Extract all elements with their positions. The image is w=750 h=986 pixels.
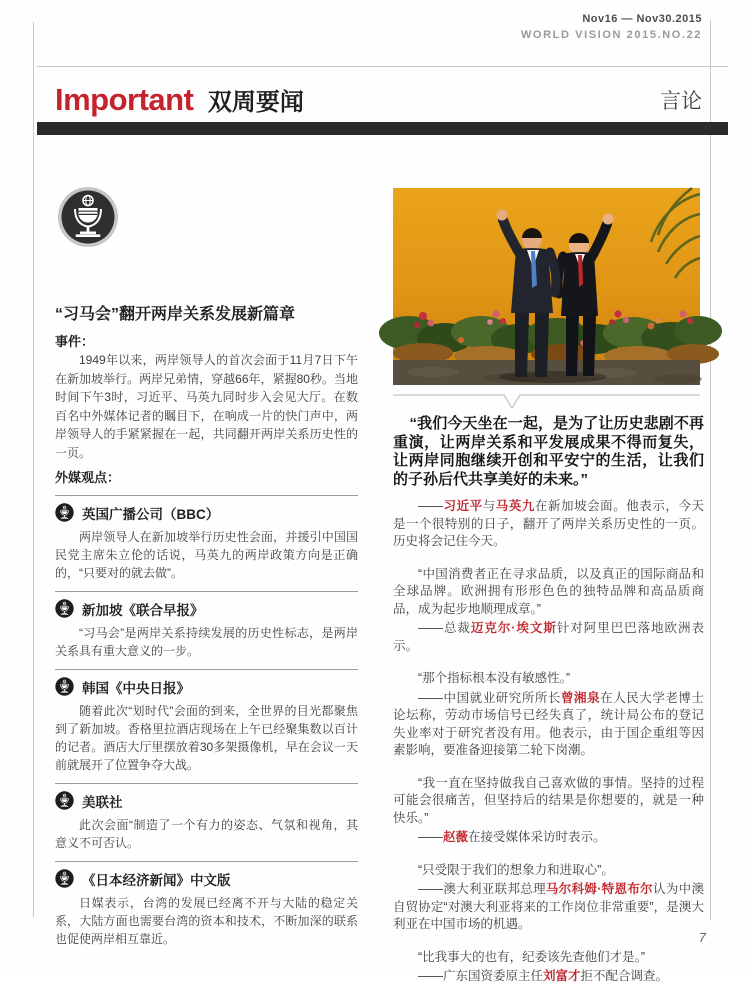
quote-text: “我一直在坚持做我自己喜欢做的事情。坚持的过程可能会很痛苦，但坚持后的结果是你想要的，就是一种快乐。”: [393, 775, 704, 825]
media-opinion-text: 日媒表示，台湾的发展已经离不开与大陆的稳定关系，大陆方面也需要台湾的资本和技术，不断加深的联系也促使两岸相互靠近。: [55, 896, 358, 946]
masthead: [521, 13, 702, 41]
attr-prefix: ——广东国资委原主任: [418, 969, 544, 983]
quote-text: “比我事大的也有，纪委该先查他们才是。”: [418, 949, 646, 964]
attr-mid: 与: [482, 499, 496, 513]
event-text: 1949年以来，两岸领导人的首次会面于11月7日下午在新加坡举行。两岸兄弟情，穿越66年，紧握80秒。当地时间下午3时，习近平、马英九同时步入会见大厅。在数百名中外媒体记者的瞩目下，在响成一片的快门声中，两岸领导人的手紧紧握在一起，共同翻开两岸关系历史性的一页。: [55, 353, 358, 460]
section-header: [55, 82, 702, 118]
column-tag: 言论: [660, 90, 702, 113]
speaker-name: 马尔科姆·特恩布尔: [545, 882, 653, 896]
media-item-header: [55, 501, 358, 524]
media-item-header: [55, 789, 358, 812]
microphone-bullet-icon: [55, 677, 74, 696]
media-item-bbc: [55, 495, 358, 582]
media-source-name: 英国广播公司（BBC）: [82, 506, 220, 522]
media-item-header: [55, 597, 358, 620]
event-label: 事件：: [55, 334, 95, 349]
section-title-en: Important: [55, 82, 194, 117]
media-source-name: 韩国《中央日报》: [82, 680, 190, 696]
lead-quote: “我们今天坐在一起，是为了让历史悲剧不再重演，让两岸关系和平发展成果不得而复失，让两岸同胞继续开创和平安宁的生活，让我们的子孙后代共享美好的未来。”: [393, 415, 704, 488]
quotes-column: [393, 415, 704, 986]
attr-suffix: 拒不配合调查。: [580, 969, 669, 983]
media-opinions-label: 外媒观点：: [55, 470, 121, 485]
media-item-header: [55, 675, 358, 698]
media-source-name: 美联社: [82, 794, 123, 810]
photo-leaders-waving: [393, 188, 700, 385]
speaker-name: 马英九: [495, 499, 535, 513]
media-source-name: 新加坡《联合早报》: [82, 602, 204, 618]
media-item-zaobao: [55, 591, 358, 660]
microphone-bullet-icon: [55, 503, 74, 522]
microphone-globe-icon: [57, 186, 119, 248]
media-opinion-text: 随着此次“划时代”会面的到来，全世界的目光都聚焦到了新加坡。香格里拉酒店现场在上午已经聚集数以百计的记者。酒店大厅里摆放着30多架摄像机，早在会议一天前就展开了位置争夺大战。: [55, 704, 358, 772]
quote-text: “那个指标根本没有敏感性。”: [418, 671, 571, 685]
quote-attribution: [393, 881, 704, 934]
media-opinion-text: “习马会”是两岸关系持续发展的历史性标志，是两岸关系具有重大意义的一步。: [55, 626, 358, 658]
media-opinion-text: 此次会面“制造了一个有力的姿态、气氛和视角，其意义不可否认。: [55, 818, 358, 850]
attr-suffix: 认为中澳自贸协定“对澳大利亚将来的工作岗位非常重要”，是澳大利亚在中国市场的机遇。: [393, 882, 704, 931]
attr-prefix: ——: [418, 830, 443, 844]
section-title-cn: 双周要闻: [207, 89, 304, 116]
lead-quote-attribution: [393, 498, 704, 551]
quote-attribution: [393, 690, 704, 760]
quote-text: “只受限于我们的想象力和进取心”。: [418, 862, 614, 877]
speaker-name: 刘富才: [543, 969, 581, 983]
quote-text: “中国消费者正在寻求品质，以及真正的国际商品和全球品牌。欧洲拥有形形色色的独特品牌和高品质商品，成为起步地顺理成章。”: [393, 566, 704, 616]
microphone-bullet-icon: [55, 599, 74, 618]
speaker-name: 习近平: [443, 499, 483, 513]
header-rule-bar: [37, 122, 728, 135]
media-source-name: 《日本经济新闻》中文版: [82, 872, 231, 888]
attr-suffix: 针对阿里巴巴落地欧洲表示。: [393, 621, 704, 653]
speaker-name: 曾湘泉: [560, 690, 601, 705]
attr-prefix: ——澳大利亚联邦总理: [418, 882, 546, 896]
frame-line-left: [33, 22, 34, 917]
quote-attribution: [393, 620, 704, 655]
frame-line-right: [710, 20, 711, 920]
frame-line-top: [37, 66, 728, 67]
page-number: 7: [698, 930, 706, 945]
quote-attribution: [393, 829, 704, 847]
quote-attribution: [393, 968, 704, 986]
foreign-media-section: [55, 467, 358, 957]
article-title: “习马会”翻开两岸关系发展新篇章: [55, 305, 296, 323]
attr-suffix: 在人民大学老博士论坛称，劳动市场信号已经失真了，统计局公布的登记失业率对于研究者没有用。他表示，由于国企重组等因素影响，要准备迎接第二轮下岗潮。: [393, 690, 704, 757]
attr-dash: ——: [418, 499, 443, 513]
speaker-name: 迈克尔·埃文斯: [470, 621, 557, 635]
media-opinion-text: 两岸领导人在新加坡举行历史性会面，并援引中国国民党主席朱立伦的话说，马英九的两岸政策方向是正确的，“只要对的就去做”。: [55, 530, 358, 580]
microphone-bullet-icon: [55, 869, 74, 888]
attr-prefix: ——中国就业研究所所长: [418, 690, 561, 705]
speaker-name: 赵薇: [443, 830, 469, 844]
attr-suffix: 在接受媒体采访时表示。: [468, 830, 606, 844]
speech-notch-divider: [393, 391, 700, 411]
media-item-nikkei: [55, 861, 358, 948]
attr-rest: 在新加坡会面。他表示，今天是一个很特别的日子，翻开了两岸关系历史性的一页。历史将会记住今天。: [393, 499, 704, 548]
attr-prefix: ——总裁: [418, 621, 471, 635]
masthead-date-range: Nov16 — Nov30.2015: [582, 13, 702, 25]
microphone-bullet-icon: [55, 791, 74, 810]
section-title: [55, 82, 304, 118]
media-item-ap: [55, 783, 358, 852]
media-item-joongang: [55, 669, 358, 774]
masthead-issue: WORLD VISION 2015.NO.22: [520, 29, 702, 41]
media-item-header: [55, 867, 358, 890]
